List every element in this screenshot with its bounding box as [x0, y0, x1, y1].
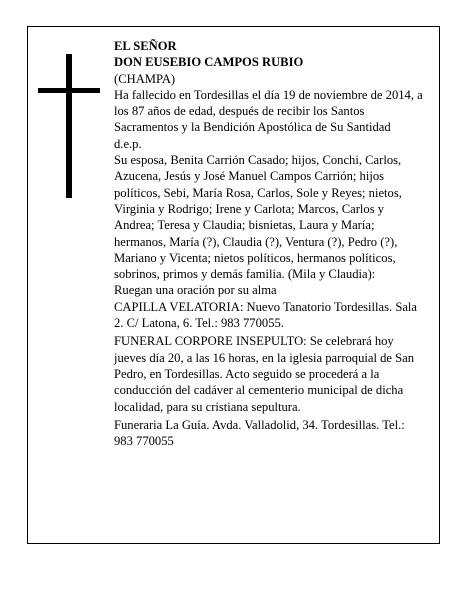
prayer-request: Ruegan una oración por su alma [114, 283, 277, 298]
notice-text [114, 38, 426, 449]
death-announcement: Ha fallecido en Tordesillas el día 19 de noviembre de 2014, a los 87 años de edad, después de recibir los Santos Sacramentos y la Bendición Apostólica de Su Santidad [114, 87, 423, 135]
title-line-1: EL SEÑOR [114, 39, 177, 53]
nickname: (CHAMPA) [114, 71, 176, 86]
title-line-2: DON EUSEBIO CAMPOS RUBIO [114, 55, 304, 70]
funeral-home-info: Funeraria La Guía. Avda. Valladolid, 34. Tordesillas. Tel.: 983 770055 [114, 417, 405, 449]
cross-icon [38, 54, 100, 198]
family-list: Su esposa, Benita Carrión Casado; hijos, Conchi, Carlos, Azucena, Jesús y José Manuel Campos Carrión; hijos políticos, Sebi, María Rosa, Carlos, Sole y Reyes; nietos, Virginia y Rodrigo; Irene y Carlota; Marcos, Carlos y Andrea; Teresa y Claudia; bisnietas, Laura y María; hermanos, María (?), Claudia (?), Ventura (?), Pedro (?), Mariano y Vicenta; nietos políticos, hermanos políticos, sobrinos, primos y demás familia. (Mila y Claudia): [114, 153, 402, 282]
cross-vertical-bar [66, 54, 72, 198]
cross-horizontal-bar [38, 88, 100, 93]
wake-info: CAPILLA VELATORIA: Nuevo Tanatorio Tordesillas. Sala 2. C/ Latona, 6. Tel.: 983 770055. [114, 299, 418, 331]
rip-text: d.e.p. [114, 136, 142, 151]
funeral-info: FUNERAL CORPORE INSEPULTO: Se celebrará hoy jueves día 20, a las 16 horas, en la iglesia parroquial de San Pedro, en Tordesillas. Acto seguido se procederá a la conducción del cadáver al cementerio municipal de dicha localidad, para su cristiana sepultura. [114, 334, 415, 414]
